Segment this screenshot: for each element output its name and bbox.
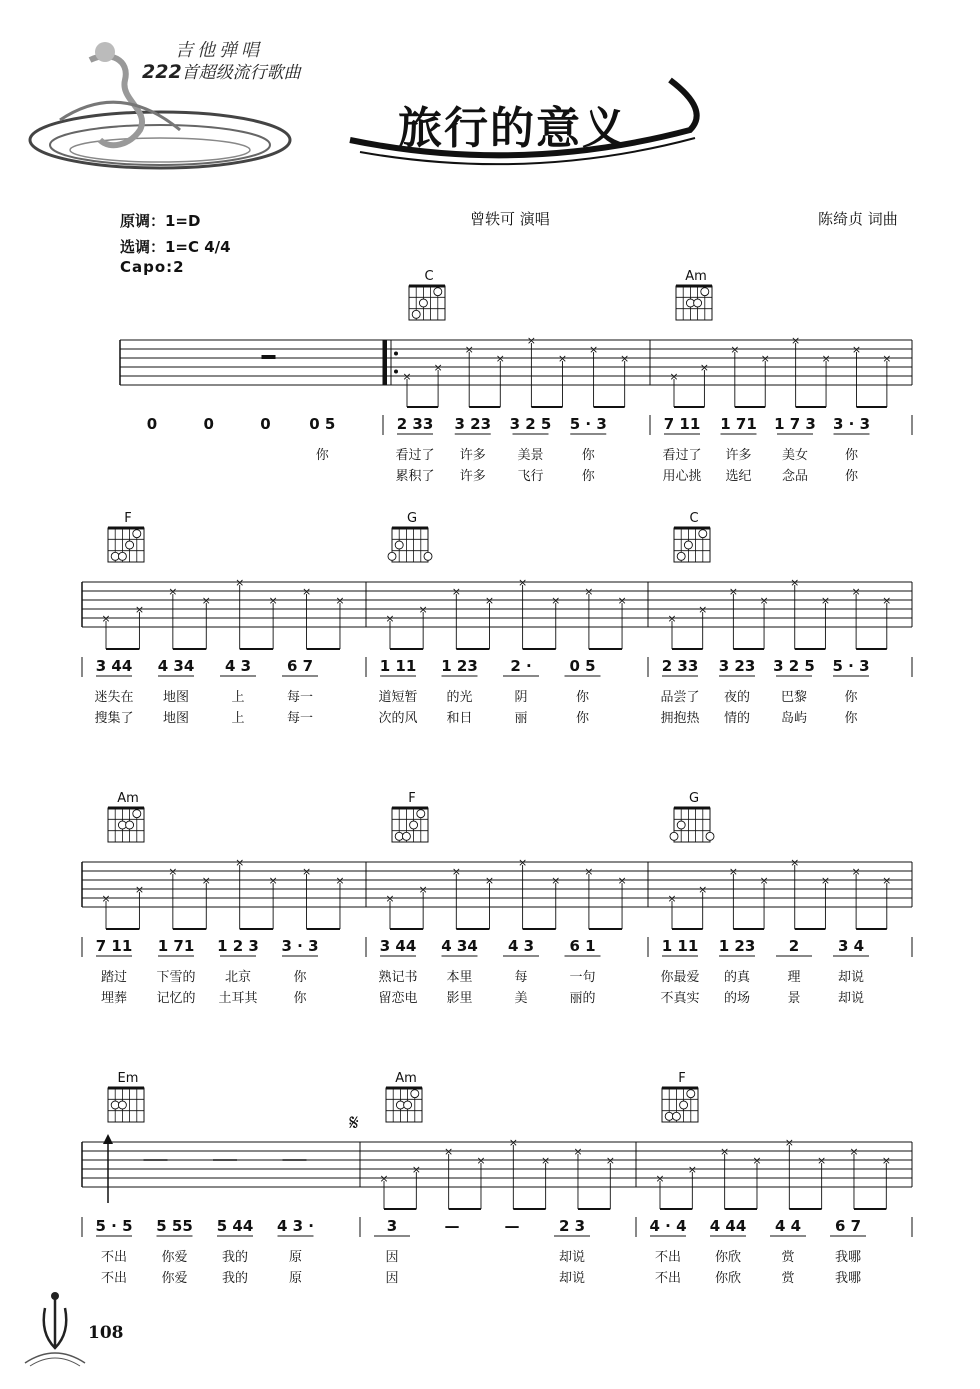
numbered-note: 3 · 3 bbox=[832, 415, 871, 433]
tab-note-mark: × bbox=[667, 612, 677, 625]
chord-finger-dot bbox=[419, 299, 427, 307]
tab-note-mark: × bbox=[728, 585, 738, 598]
tab-note-mark: × bbox=[881, 1154, 891, 1167]
chord-name: F bbox=[124, 511, 132, 526]
lyric-verse-2: 我哪 bbox=[834, 1271, 862, 1286]
numbered-note: 3 4 bbox=[837, 937, 865, 955]
lyric-verse-2: 搜集了 bbox=[94, 711, 134, 726]
tab-note-mark: × bbox=[201, 874, 211, 887]
lyric-verse-2: 你 bbox=[293, 991, 307, 1006]
song-title: 旅行的意义 bbox=[398, 103, 628, 154]
lyric-verse-1: 不出 bbox=[654, 1250, 682, 1265]
tab-note-mark: × bbox=[720, 1145, 730, 1158]
numbered-note: 1 71 bbox=[720, 415, 757, 433]
lyric-verse-1: 赏 bbox=[781, 1250, 795, 1265]
lyric-verse-2: 你 bbox=[844, 711, 858, 726]
tab-note-mark: × bbox=[101, 612, 111, 625]
lyric-verse-1: 阴 bbox=[514, 690, 528, 705]
lyric-verse-2: 次的风 bbox=[378, 711, 418, 726]
lyric-verse-2: 情的 bbox=[723, 711, 751, 726]
tab-note-mark: × bbox=[584, 585, 594, 598]
lyric-verse-2: 你爱 bbox=[161, 1271, 188, 1286]
chord-finger-dot bbox=[699, 530, 707, 538]
tab-note-mark: × bbox=[817, 1154, 827, 1167]
lyric-verse-1: 我哪 bbox=[834, 1250, 862, 1265]
tab-note-mark: × bbox=[379, 1172, 389, 1185]
tab-note-mark: × bbox=[517, 856, 528, 869]
lyric-verse-2: 你 bbox=[575, 711, 590, 726]
numbered-note: 4 44 bbox=[709, 1217, 747, 1235]
numbered-note: 1 71 bbox=[157, 937, 195, 955]
tab-note-mark: × bbox=[201, 594, 211, 607]
lyric-verse-2: 却说 bbox=[837, 991, 865, 1006]
lyric-verse-1: 道短暂 bbox=[378, 690, 418, 705]
chord-finger-dot bbox=[687, 1090, 695, 1098]
tab-note-mark: × bbox=[451, 865, 461, 878]
numbered-note: — bbox=[504, 1217, 520, 1235]
lyric-verse-1: 上 bbox=[231, 690, 245, 705]
numbered-note: 1 11 bbox=[661, 937, 699, 955]
lyric-verse-1: 你 bbox=[844, 448, 859, 463]
chord-finger-dot bbox=[133, 530, 141, 538]
tab-note-mark: × bbox=[584, 865, 594, 878]
numbered-note: 3 2 5 bbox=[773, 657, 815, 675]
lyric-verse-2: 美 bbox=[514, 991, 528, 1006]
lyric-verse-2: 不真实 bbox=[660, 991, 700, 1006]
lyric-verse-1: 看过了 bbox=[662, 448, 702, 463]
lyric-verse-2: 不出 bbox=[100, 1271, 128, 1286]
lyric-verse-1: 你最爱 bbox=[660, 970, 700, 985]
tab-note-mark: × bbox=[526, 334, 536, 347]
lyric-verse-1: 熟记书 bbox=[378, 970, 418, 985]
tab-note-mark: × bbox=[790, 576, 800, 589]
selected-key: 选调：1=C 4/4 bbox=[120, 238, 231, 256]
numbered-note: 2 bbox=[788, 937, 800, 955]
lyric-verse-1: 你 bbox=[844, 690, 858, 705]
tab-note-mark: × bbox=[235, 576, 245, 589]
tab-note-mark: × bbox=[301, 865, 312, 878]
tab-note-mark: × bbox=[820, 874, 831, 887]
lyric-verse-2: 埋葬 bbox=[100, 991, 128, 1006]
chord-name: F bbox=[678, 1071, 686, 1086]
book-song-count: 222 bbox=[142, 61, 182, 83]
repeat-dot bbox=[394, 370, 398, 374]
tab-note-mark: × bbox=[620, 352, 630, 365]
tab-note-mark: × bbox=[335, 874, 345, 887]
lyric-verse-1: 你 bbox=[293, 970, 307, 985]
capo: Capo:2 bbox=[120, 258, 185, 276]
tab-note-mark: × bbox=[573, 1145, 583, 1158]
numbered-note: — bbox=[444, 1217, 460, 1235]
chord-name: G bbox=[406, 511, 418, 526]
tab-note-mark: × bbox=[791, 334, 801, 347]
chord-name: G bbox=[688, 791, 700, 806]
tab-note-mark: × bbox=[730, 343, 740, 356]
performer: 曾轶可 演唱 bbox=[470, 210, 550, 228]
chord-finger-dot bbox=[680, 1101, 688, 1109]
numbered-note: 0 bbox=[146, 415, 158, 433]
lyric-verse-1: 每 bbox=[514, 970, 528, 985]
chord-finger-dot bbox=[412, 310, 420, 318]
lyric-verse-2: 景 bbox=[787, 991, 801, 1006]
lyric-verse-1: 迷失在 bbox=[94, 690, 134, 705]
tab-note-mark: × bbox=[699, 361, 710, 374]
tab-note-mark: × bbox=[849, 1145, 859, 1158]
tab-note-mark: × bbox=[464, 343, 474, 356]
lyric-verse-1: 不出 bbox=[100, 1250, 128, 1265]
tab-note-mark: × bbox=[851, 865, 861, 878]
numbered-note: 5 44 bbox=[216, 1217, 254, 1235]
numbered-note: 6 7 bbox=[834, 1217, 862, 1235]
lyric-verse-2: 上 bbox=[231, 711, 245, 726]
chord-finger-dot bbox=[677, 821, 685, 829]
lyric-verse-2: 许多 bbox=[459, 469, 486, 484]
whole-rest-icon bbox=[262, 355, 276, 359]
tab-note-mark: × bbox=[617, 874, 627, 887]
numbered-note: 5 · 5 bbox=[95, 1217, 133, 1235]
tab-note-mark: × bbox=[433, 361, 443, 374]
lyric-verse-1: 地图 bbox=[162, 690, 190, 705]
lyric-verse-1: 踏过 bbox=[100, 970, 128, 985]
tab-note-mark: × bbox=[268, 594, 278, 607]
numbered-note: 1 23 bbox=[718, 937, 756, 955]
tab-note-mark: × bbox=[882, 874, 892, 887]
lyric-verse-1: 品尝了 bbox=[660, 690, 700, 705]
chord-finger-dot bbox=[133, 810, 141, 818]
numbered-note: 4 3 bbox=[507, 937, 535, 955]
tab-note-mark: × bbox=[101, 892, 111, 905]
tab-note-mark: × bbox=[821, 352, 831, 365]
repeat-dot bbox=[394, 352, 398, 356]
numbered-note: 4 · 4 bbox=[649, 1217, 687, 1235]
numbered-note: 6 7 bbox=[286, 657, 314, 675]
lyric-verse-2: 每一 bbox=[286, 711, 314, 726]
tab-note-mark: × bbox=[698, 883, 708, 896]
tab-note-mark: × bbox=[617, 594, 627, 607]
tab-note-mark: × bbox=[728, 865, 738, 878]
chord-name: Am bbox=[395, 1071, 417, 1086]
lyric-verse-2: 拥抱热 bbox=[660, 711, 700, 726]
lyric-verse-2: 地图 bbox=[162, 711, 190, 726]
lyric-verse-1: 每一 bbox=[286, 690, 314, 705]
segno-icon: 𝄋 bbox=[349, 1111, 359, 1136]
chord-name: Am bbox=[117, 791, 139, 806]
tab-note-mark: × bbox=[517, 576, 528, 589]
numbered-note: 0 5 bbox=[569, 657, 596, 675]
lyric-verse-2: 我的 bbox=[221, 1271, 249, 1286]
numbered-note: 4 34 bbox=[157, 657, 195, 675]
chord-finger-dot bbox=[672, 1112, 680, 1120]
composer: 陈绮贞 词曲 bbox=[818, 210, 898, 228]
tab-note-mark: × bbox=[134, 603, 145, 616]
tab-note-mark: × bbox=[418, 603, 428, 616]
numbered-note: 5 55 bbox=[156, 1217, 193, 1235]
tab-note-mark: × bbox=[882, 352, 892, 365]
chord-finger-dot bbox=[126, 821, 134, 829]
tab-note-mark: × bbox=[484, 594, 495, 607]
numbered-note: 3 · 3 bbox=[281, 937, 319, 955]
lyric-verse-2: 却说 bbox=[558, 1271, 586, 1286]
tab-note-mark: × bbox=[402, 370, 412, 383]
tab-note-mark: × bbox=[687, 1163, 697, 1176]
tab-note-mark: × bbox=[588, 343, 599, 356]
lyric-verse-1: 原 bbox=[288, 1250, 303, 1265]
lyric-verse-2: 选纪 bbox=[725, 469, 752, 484]
lyric-verse-2: 你欣 bbox=[714, 1271, 742, 1286]
lyric-verse-2: 你 bbox=[581, 469, 595, 484]
lyric-verse-2: 丽 bbox=[514, 711, 528, 726]
lyric-verse-2: 的场 bbox=[723, 991, 751, 1006]
lyric-verse-2: 因 bbox=[385, 1271, 399, 1286]
lyric-verse-1: 本里 bbox=[446, 970, 473, 985]
tab-note-mark: × bbox=[235, 856, 245, 869]
lyric-verse-1: 的真 bbox=[723, 970, 751, 985]
tab-note-mark: × bbox=[476, 1154, 486, 1167]
numbered-note: 5 · 3 bbox=[569, 415, 607, 433]
lyric-verse-1: 美景 bbox=[517, 448, 544, 463]
lyric-verse-2: 岛屿 bbox=[780, 711, 808, 726]
numbered-note: 0 bbox=[203, 415, 214, 433]
lyric-verse-1: 你爱 bbox=[161, 1250, 188, 1265]
lyric-verse-1: 你 bbox=[575, 690, 590, 705]
lyric-verse-2: 用心挑 bbox=[662, 469, 702, 484]
chord-name: Em bbox=[117, 1071, 139, 1086]
numbered-note: 2 · bbox=[510, 657, 532, 675]
numbered-note: 3 44 bbox=[379, 937, 417, 955]
lyric-verse-1: 你欣 bbox=[714, 1250, 742, 1265]
numbered-note: 1 11 bbox=[379, 657, 417, 675]
lyric-verse-1: 北京 bbox=[224, 970, 252, 985]
strum-arrow-head-icon bbox=[103, 1134, 113, 1144]
numbered-note: 0 bbox=[260, 415, 271, 433]
chord-finger-dot bbox=[434, 288, 442, 296]
chord-finger-dot bbox=[118, 552, 126, 560]
numbered-note: 2 33 bbox=[396, 415, 434, 433]
numbered-note: 1 2 3 bbox=[217, 937, 259, 955]
lyric-verse-2: 不出 bbox=[654, 1271, 682, 1286]
tab-note-mark: × bbox=[385, 612, 395, 625]
tab-note-mark: × bbox=[301, 585, 312, 598]
tab-note-mark: × bbox=[418, 883, 428, 896]
chord-finger-dot bbox=[706, 832, 714, 840]
lyric-verse-2: 土耳其 bbox=[218, 991, 258, 1006]
numbered-note: 5 · 3 bbox=[832, 657, 870, 675]
lyric-verse-1: 你 bbox=[581, 448, 595, 463]
tab-note-mark: × bbox=[168, 865, 178, 878]
lyric-verse-1: 我的 bbox=[221, 1250, 249, 1265]
tab-note-mark: × bbox=[760, 352, 770, 365]
numbered-note: 1 23 bbox=[441, 657, 478, 675]
tab-note-mark: × bbox=[541, 1154, 551, 1167]
tab-note-mark: × bbox=[669, 370, 679, 383]
lyric-verse-2: 飞行 bbox=[517, 469, 544, 484]
tab-note-mark: × bbox=[759, 594, 769, 607]
chord-finger-dot bbox=[701, 288, 709, 296]
numbered-note: 2 33 bbox=[661, 657, 699, 675]
tab-note-mark: × bbox=[134, 883, 145, 896]
chord-finger-dot bbox=[684, 541, 692, 549]
numbered-note: 6 1 bbox=[569, 937, 596, 955]
lyric-verse-2: 留恋电 bbox=[378, 991, 418, 1006]
tab-note-mark: × bbox=[385, 892, 395, 905]
chord-name: Am bbox=[685, 269, 707, 284]
numbered-note: 7 11 bbox=[663, 415, 701, 433]
chord-finger-dot bbox=[118, 1101, 126, 1109]
lyric-verse-1: 许多 bbox=[459, 448, 486, 463]
chord-finger-dot bbox=[410, 821, 418, 829]
lyric-verse-1: 夜的 bbox=[723, 690, 751, 705]
lyric-verse-1: 理 bbox=[787, 970, 801, 985]
lyric-verse-1: 一句 bbox=[569, 970, 596, 985]
lyric-verse-1: 因 bbox=[385, 1250, 399, 1265]
book-series-subtitle-text: 首超级流行歌曲 bbox=[181, 63, 301, 83]
numbered-note: 7 11 bbox=[95, 937, 133, 955]
numbered-note: 3 2 5 bbox=[509, 415, 552, 433]
numbered-note: 2 3 bbox=[558, 1217, 586, 1235]
tab-note-mark: × bbox=[551, 874, 561, 887]
lyric-verse-2: 丽的 bbox=[569, 991, 596, 1006]
chord-finger-dot bbox=[402, 832, 410, 840]
page-number: 108 bbox=[88, 1323, 124, 1343]
chord-finger-dot bbox=[395, 541, 403, 549]
tab-note-mark: × bbox=[784, 1136, 794, 1149]
tab-note-mark: × bbox=[268, 874, 278, 887]
numbered-note: 3 bbox=[386, 1217, 398, 1235]
book-series-title: 吉他弹唱 bbox=[175, 40, 263, 61]
lyric-verse-2: 影里 bbox=[446, 991, 473, 1006]
lyric-verse-1: 下雪的 bbox=[156, 970, 196, 985]
tab-note-mark: × bbox=[557, 352, 568, 365]
tab-note-mark: × bbox=[820, 594, 831, 607]
lyric-verse-2: 记忆的 bbox=[156, 991, 196, 1006]
numbered-note: 3 23 bbox=[454, 415, 492, 433]
numbered-note: 4 3 · bbox=[276, 1217, 315, 1235]
lyric-verse-1: 看过了 bbox=[395, 448, 435, 463]
chord-finger-dot bbox=[126, 541, 134, 549]
tab-note-mark: × bbox=[752, 1154, 762, 1167]
tab-note-mark: × bbox=[411, 1163, 421, 1176]
chord-finger-dot bbox=[677, 552, 685, 560]
tab-note-mark: × bbox=[851, 343, 862, 356]
numbered-note: 4 34 bbox=[441, 937, 478, 955]
lyric-verse-2: 累积了 bbox=[395, 469, 435, 484]
tab-note-mark: × bbox=[851, 585, 861, 598]
numbered-note: 3 44 bbox=[95, 657, 133, 675]
lyric-verse-2: 和日 bbox=[446, 711, 473, 726]
lyric-verse-2: 念品 bbox=[781, 469, 809, 484]
tab-note-mark: × bbox=[667, 892, 677, 905]
numbered-note: 3 23 bbox=[718, 657, 756, 675]
chord-finger-dot bbox=[388, 552, 396, 560]
tab-note-mark: × bbox=[790, 856, 800, 869]
tab-note-mark: × bbox=[168, 585, 178, 598]
tab-note-mark: × bbox=[508, 1136, 518, 1149]
lyric-verse-1: 美女 bbox=[781, 448, 809, 463]
chord-finger-dot bbox=[670, 832, 678, 840]
lyric-verse-2: 赏 bbox=[781, 1271, 795, 1286]
tab-note-mark: × bbox=[495, 352, 505, 365]
lyric-verse-2: 你 bbox=[844, 469, 859, 484]
chord-finger-dot bbox=[424, 552, 432, 560]
tab-note-mark: × bbox=[655, 1172, 665, 1185]
chord-name: C bbox=[689, 511, 699, 526]
tab-note-mark: × bbox=[605, 1154, 615, 1167]
original-key: 原调：1=D bbox=[120, 212, 201, 230]
chord-finger-dot bbox=[417, 810, 425, 818]
numbered-note: 1 7 3 bbox=[774, 415, 816, 433]
lyric-verse-1: 许多 bbox=[725, 448, 752, 463]
chord-finger-dot bbox=[404, 1101, 412, 1109]
tab-note-mark: × bbox=[335, 594, 345, 607]
lyric-verse-1: 的光 bbox=[446, 690, 473, 705]
tab-note-mark: × bbox=[451, 585, 461, 598]
lyric-verse-1: 你 bbox=[315, 448, 329, 463]
lyric-verse-1: 却说 bbox=[837, 970, 865, 985]
tab-note-mark: × bbox=[882, 594, 892, 607]
numbered-note: 4 4 bbox=[774, 1217, 802, 1235]
footer-lyre-ornament-icon bbox=[20, 1288, 90, 1368]
lyric-verse-1: 却说 bbox=[558, 1250, 586, 1265]
tab-note-mark: × bbox=[759, 874, 769, 887]
chord-finger-dot bbox=[694, 299, 702, 307]
lyric-verse-1: 巴黎 bbox=[780, 690, 808, 705]
chord-finger-dot bbox=[411, 1090, 419, 1098]
tab-note-mark: × bbox=[551, 594, 561, 607]
numbered-note: 0 5 bbox=[309, 415, 336, 433]
chord-name: F bbox=[408, 791, 416, 806]
tab-note-mark: × bbox=[444, 1145, 454, 1158]
lyric-verse-2: 原 bbox=[288, 1271, 303, 1286]
numbered-note: 4 3 bbox=[224, 657, 252, 675]
chord-name: C bbox=[424, 269, 434, 284]
tab-note-mark: × bbox=[484, 874, 495, 887]
tab-note-mark: × bbox=[698, 603, 708, 616]
